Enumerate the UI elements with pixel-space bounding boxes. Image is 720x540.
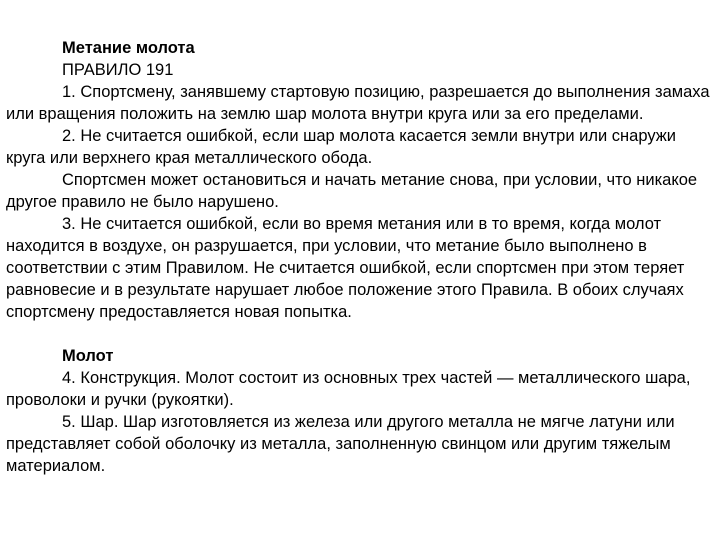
paragraph-3: 3. Не считается ошибкой, если во время метания или в то время, когда молот находится в воздухе, он разрушается, при условии, что метание было выполнено в соответствии с этим Правилом. Не считается ошибкой, если спортсмен при этом теряет равновесие и в результате нарушает любое положение этого Правила. В обоих случаях спортсмену предоставляется новая попытка. <box>6 215 685 321</box>
paragraph-2: 2. Не считается ошибкой, если шар молота касается земли внутри или снаружи круга или верхнего края металлического обода. <box>6 127 677 167</box>
paragraph-restart: Спортсмен может остановиться и начать метание снова, при условии, что никакое другое правило не было нарушено. <box>6 171 698 211</box>
paragraph-4: 4. Конструкция. Молот состоит из основных трех частей — металлического шара, проволоки и ручки (рукоятки). <box>6 369 691 409</box>
paragraph-5: 5. Шар. Шар изготовляется из железа или другого металла не мягче латуни или представляет собой оболочку из металла, заполненную свинцом или другим тяжелым материалом. <box>6 413 675 475</box>
document-body <box>6 37 714 477</box>
section-spacer <box>6 323 714 345</box>
section-title-hammer-throw: Метание молота <box>62 39 195 57</box>
paragraph-1: 1. Спортсмену, занявшему стартовую позицию, разрешается до выполнения замаха или вращения положить на землю шар молота внутри круга или за его пределами. <box>6 83 710 123</box>
section-title-hammer: Молот <box>62 347 114 365</box>
rule-number: ПРАВИЛО 191 <box>62 61 174 79</box>
